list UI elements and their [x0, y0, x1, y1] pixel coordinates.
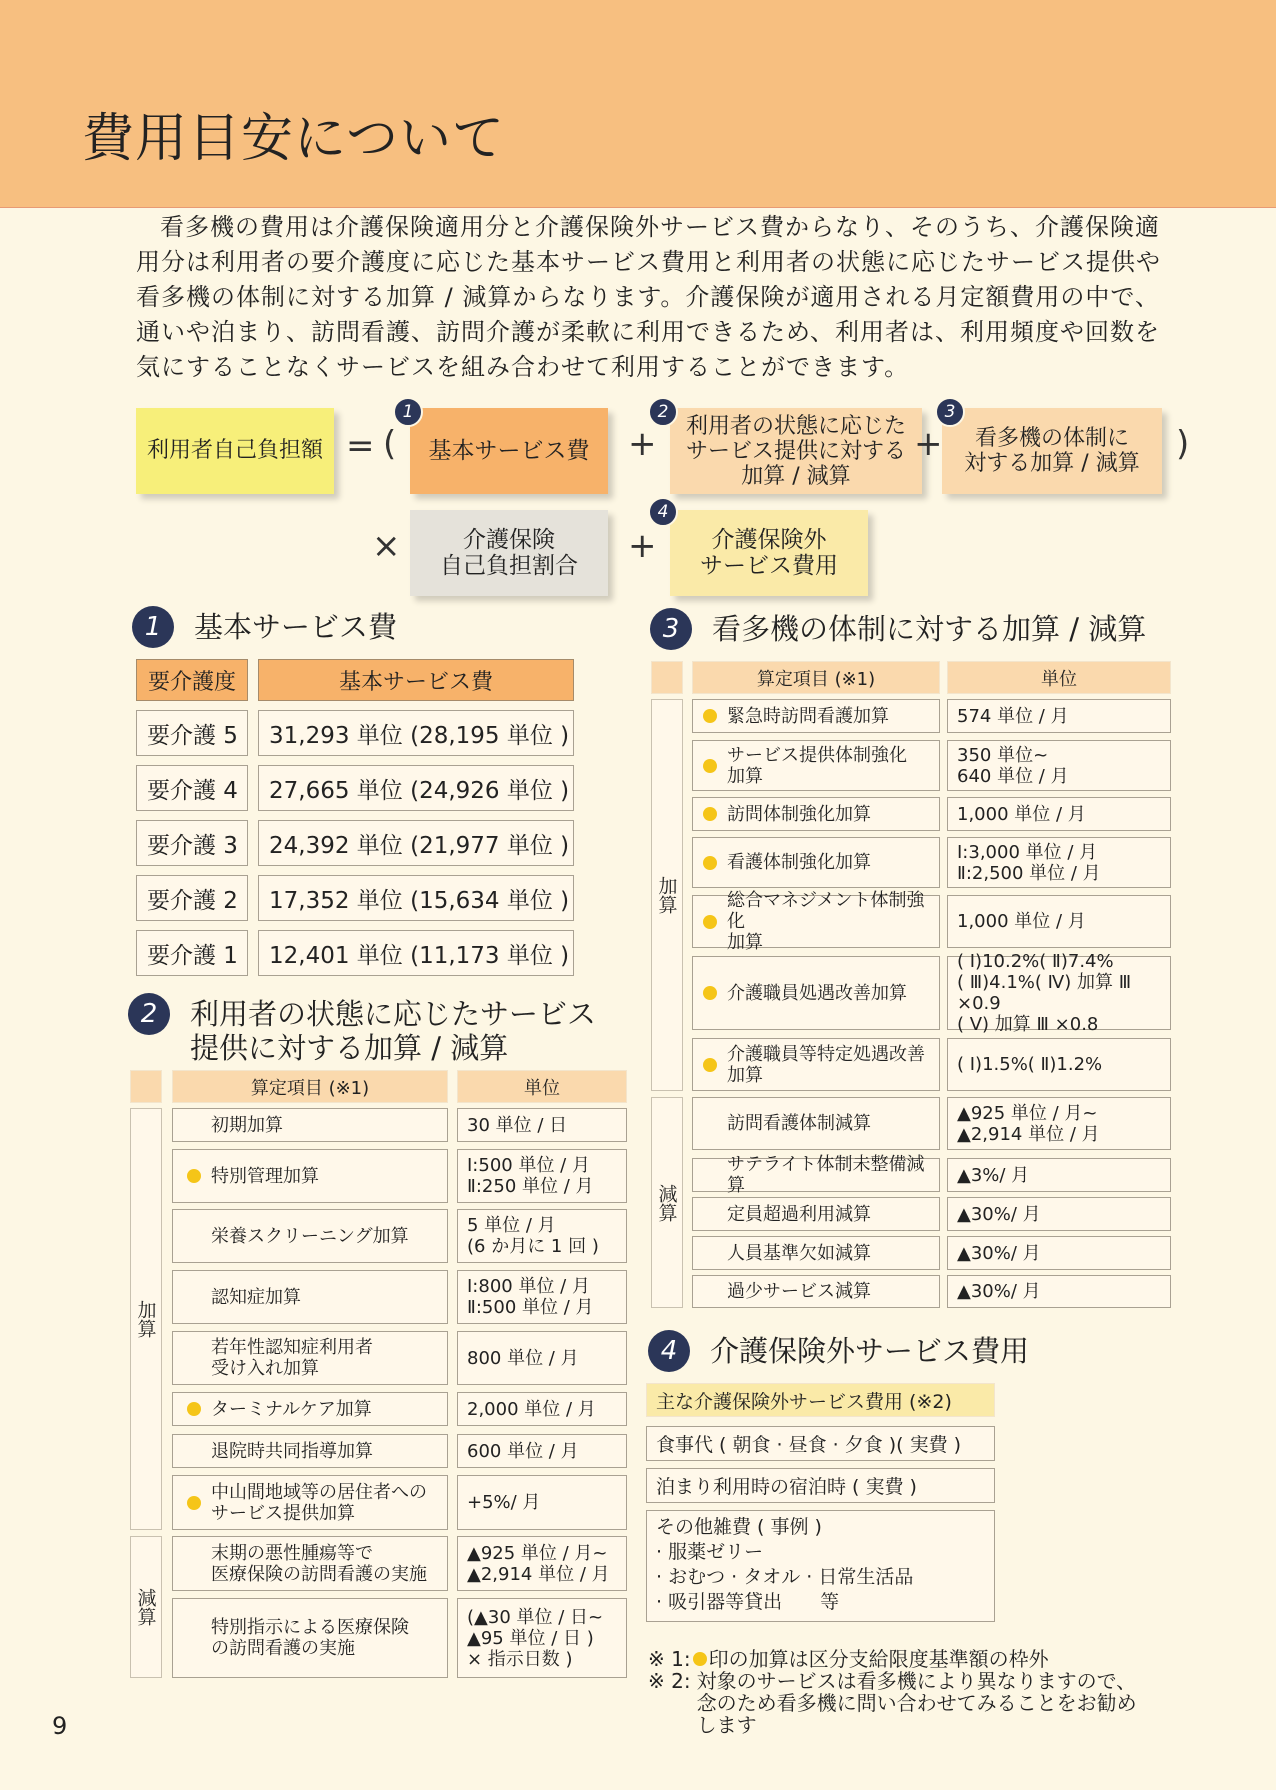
- sec3-unit-cell: ▲925 単位 / 月~ ▲2,914 単位 / 月: [947, 1097, 1171, 1150]
- sec2-header-unit: 単位: [457, 1070, 627, 1103]
- sec3-item-cell: [692, 797, 940, 831]
- sec1-cost-cell: 31,293 単位 (28,195 単位 ): [258, 710, 574, 756]
- sec2-group-sub: 減算: [130, 1536, 162, 1678]
- sec1-header-level: 要介護度: [136, 659, 248, 701]
- sec3-unit-cell: 1,000 単位 / 月: [947, 895, 1171, 948]
- sec3-number: 3: [650, 608, 692, 650]
- sec3-item-cell: [692, 699, 940, 733]
- sec3-item-label: 過少サービス減算: [727, 1281, 871, 1302]
- sec2-header-corner: [130, 1070, 162, 1103]
- sec3-item-cell: [692, 837, 940, 888]
- sec3-heading: [650, 608, 1146, 650]
- sec2-item-cell: [172, 1108, 448, 1142]
- sec3-item-label: 人員基準欠如減算: [727, 1242, 871, 1264]
- limit-exempt-dot-icon: [187, 1496, 201, 1510]
- sec3-item-cell: [692, 1154, 940, 1196]
- sec1-heading: [132, 606, 397, 648]
- sec2-unit-cell: 5 単位 / 月 (6 か月に 1 回 ): [457, 1209, 627, 1263]
- formula-number-3: 3: [935, 397, 965, 427]
- sec1-level-cell: 要介護 4: [136, 765, 248, 811]
- sec2-unit-cell: 600 単位 / 月: [457, 1434, 627, 1468]
- note-1: [648, 1648, 1049, 1670]
- left-paren: (: [383, 424, 397, 464]
- sec2-item-label: 若年性認知症利用者 受け入れ加算: [211, 1337, 373, 1379]
- sec3-unit-cell: 574 単位 / 月: [947, 699, 1171, 733]
- sec2-unit-cell: ▲925 単位 / 月~ ▲2,914 単位 / 月: [457, 1536, 627, 1591]
- formula-number-1: 1: [393, 397, 423, 427]
- sec2-item-label: 特別指示による医療保険 の訪問看護の実施: [211, 1617, 409, 1659]
- sec3-item-label: サテライト体制未整備減算: [727, 1154, 925, 1196]
- times-sign: ×: [372, 526, 401, 566]
- sec3-unit-cell: ( Ⅰ)10.2%( Ⅱ)7.4% ( Ⅲ)4.1%( Ⅳ) 加算 Ⅲ ×0.9 ( Ⅴ) 加算 Ⅲ ×0.8: [947, 956, 1171, 1030]
- sec2-item-cell: [172, 1475, 448, 1530]
- page-number: 9: [52, 1712, 68, 1740]
- sec3-title: 看多機の体制に対する加算 / 減算: [712, 612, 1147, 646]
- limit-exempt-dot-icon: [703, 1058, 717, 1072]
- sec4-item-meal: 食事代 ( 朝食 · 昼食 · 夕食 )( 実費 ): [646, 1426, 995, 1461]
- non-insurance-box: 介護保険外 サービス費用: [670, 510, 868, 596]
- sec3-unit-cell: 350 単位~ 640 単位 / 月: [947, 740, 1171, 791]
- sec2-unit-cell: +5%/ 月: [457, 1475, 627, 1530]
- sec3-unit-cell: ▲30%/ 月: [947, 1236, 1171, 1270]
- sec3-item-label: 介護職員処遇改善加算: [727, 982, 907, 1004]
- limit-exempt-dot-icon: [703, 759, 717, 773]
- sec3-item-label: 緊急時訪問看護加算: [727, 705, 889, 727]
- sec2-item-cell: [172, 1434, 448, 1468]
- sec4-heading: [648, 1330, 1029, 1372]
- note-1-prefix: ※ 1:: [648, 1647, 691, 1671]
- sec2-item-cell: [172, 1149, 448, 1203]
- sec2-item-label: 特別管理加算: [211, 1165, 319, 1187]
- state-add-box: 利用者の状態に応じた サービス提供に対する 加算 / 減算: [670, 408, 922, 494]
- sec2-title-line1: 利用者の状態に応じたサービス: [190, 997, 597, 1031]
- plus-sign-3: +: [628, 526, 657, 566]
- sec2-item-label: 中山間地域等の居住者への サービス提供加算: [211, 1481, 427, 1524]
- sec3-item-cell: [692, 1197, 940, 1231]
- sec4-number: 4: [648, 1330, 690, 1372]
- basic-fee-box: 基本サービス費: [410, 408, 608, 494]
- sec2-item-label: 栄養スクリーニング加算: [211, 1225, 409, 1247]
- sec3-item-label: 総合マネジメント体制強化 加算: [727, 890, 925, 953]
- sec2-title-line2: 提供に対する加算 / 減算: [190, 1031, 509, 1065]
- limit-exempt-dot-icon: [703, 856, 717, 870]
- sec1-level-cell: 要介護 5: [136, 710, 248, 756]
- sec2-title: [190, 997, 596, 1065]
- sec2-item-cell: [172, 1536, 448, 1591]
- note-2: [648, 1670, 1137, 1736]
- sec3-item-cell: [692, 1038, 940, 1091]
- sec3-header-unit: 単位: [947, 661, 1171, 694]
- sec2-header-item: 算定項目 (※1): [172, 1070, 448, 1103]
- sec2-heading: [128, 993, 596, 1065]
- note-1-text: 印の加算は区分支給限度基準額の枠外: [708, 1647, 1049, 1671]
- sec3-item-cell: [692, 890, 940, 953]
- sec2-number: 2: [128, 993, 170, 1035]
- sec2-item-cell: [172, 1392, 448, 1426]
- sec1-cost-cell: 17,352 単位 (15,634 単位 ): [258, 875, 574, 921]
- sec2-item-cell: [172, 1598, 448, 1678]
- sec3-item-label: 介護職員等特定処遇改善 加算: [727, 1043, 925, 1086]
- sec4-item-misc: その他雑費 ( 事例 ) · 服薬ゼリー · おむつ · タオル · 日常生活品 · 吸引器等貸出 等: [646, 1510, 995, 1622]
- sec2-unit-cell: 30 単位 / 日: [457, 1108, 627, 1142]
- sec2-item-label: 末期の悪性腫瘍等で 医療保険の訪問看護の実施: [211, 1542, 427, 1585]
- note-1-dot-icon: [693, 1652, 707, 1666]
- sec1-title: 基本サービス費: [194, 610, 398, 644]
- system-add-box: 看多機の体制に 対する加算 / 減算: [942, 408, 1162, 494]
- limit-exempt-dot-icon: [703, 709, 717, 723]
- limit-exempt-dot-icon: [187, 1402, 201, 1416]
- sec3-unit-cell: ( Ⅰ)1.5%( Ⅱ)1.2%: [947, 1038, 1171, 1091]
- note-2-text: 対象のサービスは看多機により異なりますので、 念のため看多機に問い合わせてみることをお勧め します: [696, 1669, 1137, 1737]
- sec2-unit-cell: Ⅰ:500 単位 / 月 Ⅱ:250 単位 / 月: [457, 1149, 627, 1203]
- sec2-group-add: 加算: [130, 1108, 162, 1530]
- sec4-header: 主な介護保険外サービス費用 (※2): [646, 1383, 995, 1417]
- sec2-unit-cell: (▲30 単位 / 日~ ▲95 単位 / 日 ) × 指示日数 ): [457, 1598, 627, 1678]
- page-title: 費用目安について: [82, 109, 505, 169]
- sec3-item-label: 看護体制強化加算: [727, 852, 871, 873]
- sec1-number: 1: [132, 606, 174, 648]
- sec3-item-cell: [692, 1275, 940, 1308]
- sec4-item-stay: 泊まり利用時の宿泊時 ( 実費 ): [646, 1468, 995, 1503]
- sec2-item-cell: [172, 1331, 448, 1385]
- sec4-title: 介護保険外サービス費用: [710, 1334, 1030, 1368]
- sec1-cost-cell: 24,392 単位 (21,977 単位 ): [258, 820, 574, 866]
- right-paren: ): [1176, 424, 1190, 464]
- sec1-header-cost: 基本サービス費: [258, 659, 574, 701]
- formula-number-4: 4: [648, 497, 678, 527]
- sec3-unit-cell: 1,000 単位 / 月: [947, 797, 1171, 831]
- plus-sign-1: +: [628, 424, 657, 464]
- sec3-item-label: サービス提供体制強化 加算: [727, 744, 907, 787]
- sec1-cost-cell: 27,665 単位 (24,926 単位 ): [258, 765, 574, 811]
- sec3-item-cell: [692, 1236, 940, 1270]
- sec1-cost-cell: 12,401 単位 (11,173 単位 ): [258, 930, 574, 976]
- sec3-unit-cell: ▲3%/ 月: [947, 1158, 1171, 1192]
- self-pay-box: 利用者自己負担額: [136, 408, 334, 494]
- sec3-item-cell: [692, 740, 940, 791]
- sec2-item-cell: [172, 1270, 448, 1324]
- sec1-level-cell: 要介護 3: [136, 820, 248, 866]
- sec3-header-item: 算定項目 (※1): [692, 661, 940, 694]
- formula-number-2: 2: [648, 397, 678, 427]
- sec1-level-cell: 要介護 1: [136, 930, 248, 976]
- limit-exempt-dot-icon: [703, 807, 717, 821]
- sec2-unit-cell: Ⅰ:800 単位 / 月 Ⅱ:500 単位 / 月: [457, 1270, 627, 1324]
- limit-exempt-dot-icon: [187, 1169, 201, 1183]
- sec3-unit-cell: ▲30%/ 月: [947, 1197, 1171, 1231]
- sec2-item-cell: [172, 1209, 448, 1263]
- sec3-unit-cell: Ⅰ:3,000 単位 / 月 Ⅱ:2,500 単位 / 月: [947, 837, 1171, 888]
- equals-sign: =: [346, 426, 375, 466]
- sec2-item-label: 認知症加算: [211, 1286, 301, 1308]
- sec3-item-label: 訪問体制強化加算: [727, 803, 871, 825]
- sec3-item-label: 訪問看護体制減算: [727, 1113, 871, 1134]
- plus-sign-2: +: [914, 424, 943, 464]
- sec2-unit-cell: 2,000 単位 / 月: [457, 1392, 627, 1426]
- sec2-item-label: 初期加算: [211, 1114, 283, 1136]
- copay-rate-box: 介護保険 自己負担割合: [410, 510, 608, 596]
- sec2-item-label: ターミナルケア加算: [211, 1398, 372, 1420]
- sec2-item-label: 退院時共同指導加算: [211, 1440, 373, 1462]
- note-2-prefix: ※ 2:: [648, 1669, 691, 1693]
- intro-paragraph: 看多機の費用は介護保険適用分と介護保険外サービス費からなり、そのうち、介護保険適用分は利用者の要介護度に応じた基本サービス費用と利用者の状態に応じたサービス提供や看多機の体制に対する加算 / 減算からなります。介護保険が適用される月定額費用の中で、通いや泊まり、訪問看護、訪問介護が柔軟に利用できるため、利用者は、利用頻度や回数を気にすることなくサービスを組み合わせて利用することができます。: [136, 213, 1161, 381]
- sec3-header-corner: [651, 661, 683, 694]
- limit-exempt-dot-icon: [703, 986, 717, 1000]
- sec3-item-label: 定員超過利用減算: [727, 1203, 871, 1225]
- sec2-unit-cell: 800 単位 / 月: [457, 1331, 627, 1385]
- sec3-item-cell: [692, 1097, 940, 1150]
- sec3-group-sub: 減算: [651, 1097, 683, 1308]
- sec3-item-cell: [692, 956, 940, 1030]
- limit-exempt-dot-icon: [703, 915, 717, 929]
- sec3-unit-cell: ▲30%/ 月: [947, 1275, 1171, 1308]
- sec1-level-cell: 要介護 2: [136, 875, 248, 921]
- sec3-group-add: 加算: [651, 699, 683, 1091]
